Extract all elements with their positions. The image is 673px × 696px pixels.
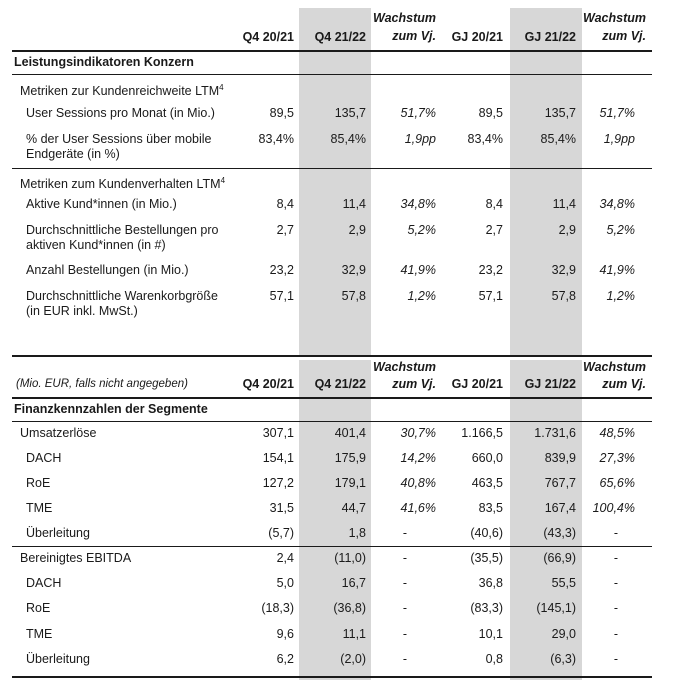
cell: (6,3) <box>550 652 576 666</box>
cell: 767,7 <box>544 476 576 490</box>
header-growth-q4-line1: Wachstum <box>373 360 436 374</box>
cell: 85,4% <box>330 132 366 146</box>
cell: - <box>402 551 408 565</box>
cell: (43,3) <box>543 526 576 540</box>
cell: 23,2 <box>478 263 503 277</box>
header-gj-2122: GJ 21/22 <box>524 377 576 391</box>
cell: 167,4 <box>544 501 576 515</box>
header-growth-q4-line1: Wachstum <box>373 11 436 25</box>
q4-2122-column-shade <box>299 8 371 357</box>
cell: (18,3) <box>261 601 294 615</box>
cell: - <box>402 627 408 641</box>
cell: - <box>613 601 619 615</box>
row-label: Bereinigtes EBITDA <box>20 551 132 565</box>
header-growth-gj-line2: zum Vj. <box>602 29 646 43</box>
title-rule <box>12 421 652 422</box>
cell: (5,7) <box>268 526 294 540</box>
cell: 2,9 <box>558 223 576 237</box>
row-label: Durchschnittliche Warenkorbgröße <box>26 289 218 303</box>
row-label: User Sessions pro Monat (in Mio.) <box>26 106 215 120</box>
row-label-line2: Endgeräte (in %) <box>26 147 120 161</box>
cell: (2,0) <box>340 652 366 666</box>
cell: 2,7 <box>485 223 503 237</box>
cell: 34,8% <box>599 197 635 211</box>
row-label-line2: aktiven Kund*innen (in #) <box>26 238 166 252</box>
header-growth-gj-line2: zum Vj. <box>602 377 646 391</box>
cell: 32,9 <box>341 263 366 277</box>
cell: 839,9 <box>544 451 576 465</box>
row-label: % der User Sessions über mobile <box>26 132 212 146</box>
cell: - <box>402 576 408 590</box>
cell: 10,1 <box>478 627 503 641</box>
cell: 32,9 <box>551 263 576 277</box>
cell: 1,9pp <box>404 132 436 146</box>
row-label: DACH <box>26 576 62 590</box>
cell: 65,6% <box>599 476 635 490</box>
cell: 1,9pp <box>603 132 635 146</box>
cell: 179,1 <box>334 476 366 490</box>
cell: (11,0) <box>334 551 366 565</box>
table-title: Leistungsindikatoren Konzern <box>14 55 194 69</box>
cell: 57,1 <box>269 289 294 303</box>
cell: 83,5 <box>478 501 503 515</box>
row-label: Anzahl Bestellungen (in Mio.) <box>26 263 189 277</box>
cell: 307,1 <box>262 426 294 440</box>
cell: 175,9 <box>334 451 366 465</box>
cell: 1,8 <box>348 526 366 540</box>
cell: 57,1 <box>478 289 503 303</box>
header-rule <box>12 397 652 399</box>
footnote-marker: 4 <box>219 83 224 92</box>
cell: 5,2% <box>407 223 436 237</box>
header-growth-q4-line2: zum Vj. <box>392 29 436 43</box>
cell: 85,4% <box>540 132 576 146</box>
cell: 44,7 <box>341 501 366 515</box>
row-label: Umsatzerlöse <box>20 426 97 440</box>
cell: 154,1 <box>262 451 294 465</box>
cell: 660,0 <box>471 451 503 465</box>
cell: (35,5) <box>470 551 503 565</box>
cell: 57,8 <box>341 289 366 303</box>
cell: 30,7% <box>400 426 436 440</box>
cell: 135,7 <box>334 106 366 120</box>
cell: 16,7 <box>341 576 366 590</box>
cell: 127,2 <box>262 476 294 490</box>
row-label: Überleitung <box>26 652 90 666</box>
cell: 40,8% <box>400 476 436 490</box>
cell: 0,8 <box>485 652 503 666</box>
unit-note: (Mio. EUR, falls nicht angegeben) <box>16 378 188 390</box>
row-label: Überleitung <box>26 526 90 540</box>
cell: 1,2% <box>606 289 635 303</box>
row-label: Aktive Kund*innen (in Mio.) <box>26 197 177 211</box>
cell: - <box>613 551 619 565</box>
row-label: DACH <box>26 451 62 465</box>
cell: 2,4 <box>276 551 294 565</box>
cell: 6,2 <box>276 652 294 666</box>
cell: (145,1) <box>536 601 576 615</box>
cell: (40,6) <box>470 526 503 540</box>
cell: 2,7 <box>276 223 294 237</box>
footnote-marker: 4 <box>220 176 226 185</box>
cell: (83,3) <box>470 601 503 615</box>
cell: 23,2 <box>269 263 294 277</box>
header-growth-gj-line1: Wachstum <box>583 11 646 25</box>
cell: 57,8 <box>551 289 576 303</box>
row-label: RoE <box>26 476 51 490</box>
cell: 5,0 <box>276 576 294 590</box>
cell: - <box>613 526 619 540</box>
section-rule <box>12 168 652 169</box>
cell: 41,6% <box>400 501 436 515</box>
group-rule <box>12 546 652 547</box>
bottom-rule <box>12 676 652 678</box>
cell: 83,4% <box>467 132 503 146</box>
row-label-line2: (in EUR inkl. MwSt.) <box>26 304 138 318</box>
cell: 51,7% <box>599 106 635 120</box>
cell: 36,8 <box>478 576 503 590</box>
header-q4-2122: Q4 21/22 <box>314 30 366 44</box>
header-growth-q4-line2: zum Vj. <box>392 377 436 391</box>
cell: 27,3% <box>599 451 635 465</box>
cell: 8,4 <box>276 197 294 211</box>
title-rule <box>12 74 652 75</box>
row-label: TME <box>26 627 53 641</box>
cell: - <box>402 601 408 615</box>
cell: 48,5% <box>599 426 635 440</box>
cell: 14,2% <box>400 451 436 465</box>
header-q4-2122: Q4 21/22 <box>314 377 366 391</box>
header-rule <box>12 50 652 52</box>
cell: 135,7 <box>544 106 576 120</box>
header-gj-2021: GJ 20/21 <box>451 30 503 44</box>
cell: 9,6 <box>276 627 294 641</box>
cell: 401,4 <box>334 426 366 440</box>
cell: - <box>613 576 619 590</box>
cell: 55,5 <box>551 576 576 590</box>
row-label: TME <box>26 501 53 515</box>
header-q4-2021: Q4 20/21 <box>242 30 294 44</box>
cell: 34,8% <box>400 197 436 211</box>
row-label: RoE <box>26 601 51 615</box>
cell: (66,9) <box>543 551 576 565</box>
cell: - <box>613 652 619 666</box>
table-title: Finanzkennzahlen der Segmente <box>14 402 208 416</box>
cell: (36,8) <box>333 601 366 615</box>
cell: 2,9 <box>348 223 366 237</box>
cell: 31,5 <box>269 501 294 515</box>
cell: 11,4 <box>552 197 576 211</box>
section-behavior: Metriken zum Kundenverhalten LTM$^4$ <box>20 176 226 192</box>
header-gj-2122: GJ 21/22 <box>524 30 576 44</box>
cell: 463,5 <box>471 476 503 490</box>
cell: 11,1 <box>342 627 366 641</box>
header-growth-gj-line1: Wachstum <box>583 360 646 374</box>
cell: 8,4 <box>485 197 503 211</box>
section-reach: Metriken zur Kundenreichweite LTM$^4$ <box>20 83 224 99</box>
cell: 83,4% <box>258 132 294 146</box>
cell: - <box>402 526 408 540</box>
cell: 5,2% <box>606 223 635 237</box>
cell: 29,0 <box>551 627 576 641</box>
gj-2122-column-shade <box>510 8 582 357</box>
header-gj-2021: GJ 20/21 <box>451 377 503 391</box>
cell: 41,9% <box>400 263 436 277</box>
row-label: Durchschnittliche Bestellungen pro <box>26 223 219 237</box>
cell: 1.731,6 <box>534 426 576 440</box>
cell: 89,5 <box>269 106 294 120</box>
cell: 89,5 <box>478 106 503 120</box>
bottom-rule <box>12 355 652 357</box>
cell: - <box>613 627 619 641</box>
cell: - <box>402 652 408 666</box>
cell: 1,2% <box>407 289 436 303</box>
cell: 100,4% <box>592 501 635 515</box>
cell: 41,9% <box>599 263 635 277</box>
cell: 1.166,5 <box>461 426 503 440</box>
cell: 11,4 <box>342 197 366 211</box>
header-q4-2021: Q4 20/21 <box>242 377 294 391</box>
cell: 51,7% <box>400 106 436 120</box>
